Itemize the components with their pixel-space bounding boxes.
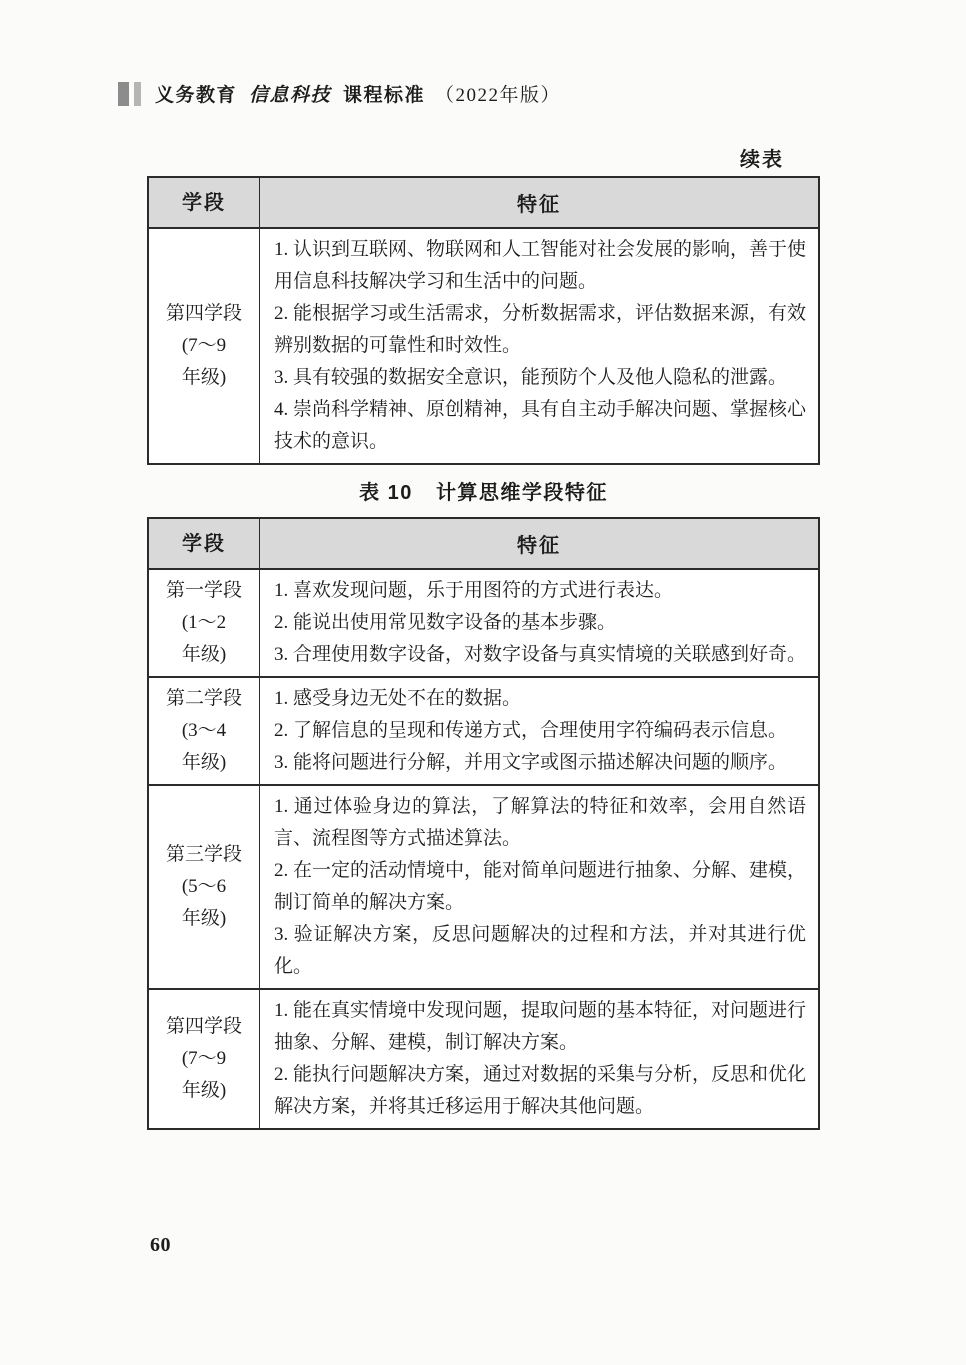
feature-item: 1. 通过体验身边的算法，了解算法的特征和效率，会用自然语言、流程图等方式描述算法。 <box>274 796 806 849</box>
feature-item: 4. 崇尚科学精神、原创精神，具有自主动手解决问题、掌握核心技术的意识。 <box>274 399 807 452</box>
feature-item: 3. 具有较强的数据安全意识，能预防个人及他人隐私的泄露。 <box>274 367 788 388</box>
feature-item: 2. 在一定的活动情境中，能对简单问题进行抽象、分解、建模，制订简单的解决方案。 <box>274 860 807 913</box>
stage-line: 第二学段 <box>165 688 242 709</box>
running-head <box>118 80 561 107</box>
table-10 <box>147 517 820 1130</box>
feature-item: 2. 了解信息的呈现和传递方式，合理使用字符编码表示信息。 <box>274 720 788 741</box>
feature-item: 3. 能将问题进行分解，并用文字或图示描述解决问题的顺序。 <box>274 752 788 773</box>
stage-line: (3～4 <box>181 720 227 741</box>
feature-item: 2. 能根据学习或生活需求，分析数据需求，评估数据来源，有效辨别数据的可靠性和时效性。 <box>274 303 807 356</box>
column-header-stage: 学段 <box>149 519 260 568</box>
stage-line: (7～9 <box>181 335 227 356</box>
table10-caption-title: 计算思维学段特征 <box>435 482 608 504</box>
feature-item: 1. 感受身边无处不在的数据。 <box>274 688 522 709</box>
feature-item: 1. 认识到互联网、物联网和人工智能对社会发展的影响，善于使用信息科技解决学习和生活中的问题。 <box>274 239 807 292</box>
stage-line: 年级) <box>181 752 227 773</box>
feature-cell <box>260 229 818 463</box>
stage-cell <box>149 786 260 988</box>
chapter-mark-bar-dark <box>118 82 129 106</box>
stage-line: (1～2 <box>181 612 227 633</box>
stage-line: (7～9 <box>181 1048 227 1069</box>
stage-cell <box>149 570 260 676</box>
stage-line: 第四学段 <box>165 303 242 324</box>
feature-item: 2. 能执行问题解决方案，通过对数据的采集与分析，反思和优化解决方案，并将其迁移运用于解决其他问题。 <box>274 1064 807 1117</box>
stage-line: 年级) <box>181 908 227 929</box>
column-header-feature: 特征 <box>517 194 561 216</box>
table-continued-header-row <box>149 178 818 227</box>
feature-cell <box>260 786 818 988</box>
running-head-series: 义务教育 <box>155 85 238 106</box>
feature-cell <box>260 678 818 784</box>
chapter-mark-icon <box>118 82 141 106</box>
stage-line: 年级) <box>181 367 227 388</box>
stage-cell <box>149 678 260 784</box>
running-head-title: 课程标准 <box>343 85 426 106</box>
continued-table-label: 续表 <box>740 149 784 171</box>
feature-item: 1. 能在真实情境中发现问题，提取问题的基本特征，对问题进行抽象、分解、建模，制订解决方案。 <box>274 1000 807 1053</box>
running-head-subject: 信息科技 <box>249 85 332 106</box>
table-row <box>149 568 818 676</box>
feature-cell <box>260 570 818 676</box>
table-continued <box>147 176 820 465</box>
stage-line: 第四学段 <box>165 1016 242 1037</box>
chapter-mark-bar-light <box>134 82 141 106</box>
feature-item: 1. 喜欢发现问题，乐于用图符的方式进行表达。 <box>274 580 674 601</box>
column-header-feature: 特征 <box>517 535 561 557</box>
running-head-edition: （2022年版） <box>435 85 562 106</box>
feature-item: 3. 验证解决方案，反思问题解决的过程和方法，并对其进行优化。 <box>274 924 806 977</box>
table10-header-row <box>149 519 818 568</box>
table-row <box>149 988 818 1128</box>
table-row <box>149 784 818 988</box>
feature-cell <box>260 990 818 1128</box>
table-row <box>149 676 818 784</box>
running-head-text <box>155 80 561 107</box>
stage-line: 年级) <box>181 1080 227 1101</box>
table-row <box>149 227 818 463</box>
table10-caption-number: 表 10 <box>359 482 413 504</box>
stage-cell <box>149 229 260 463</box>
stage-line: 第三学段 <box>165 844 242 865</box>
page-number: 60 <box>150 1234 171 1256</box>
feature-item: 2. 能说出使用常见数字设备的基本步骤。 <box>274 612 617 633</box>
stage-line: (5～6 <box>181 876 227 897</box>
stage-line: 年级) <box>181 644 227 665</box>
feature-item: 3. 合理使用数字设备，对数字设备与真实情境的关联感到好奇。 <box>274 644 807 665</box>
column-header-stage: 学段 <box>149 178 260 227</box>
stage-line: 第一学段 <box>165 580 242 601</box>
stage-cell <box>149 990 260 1128</box>
table10-caption <box>147 476 820 505</box>
